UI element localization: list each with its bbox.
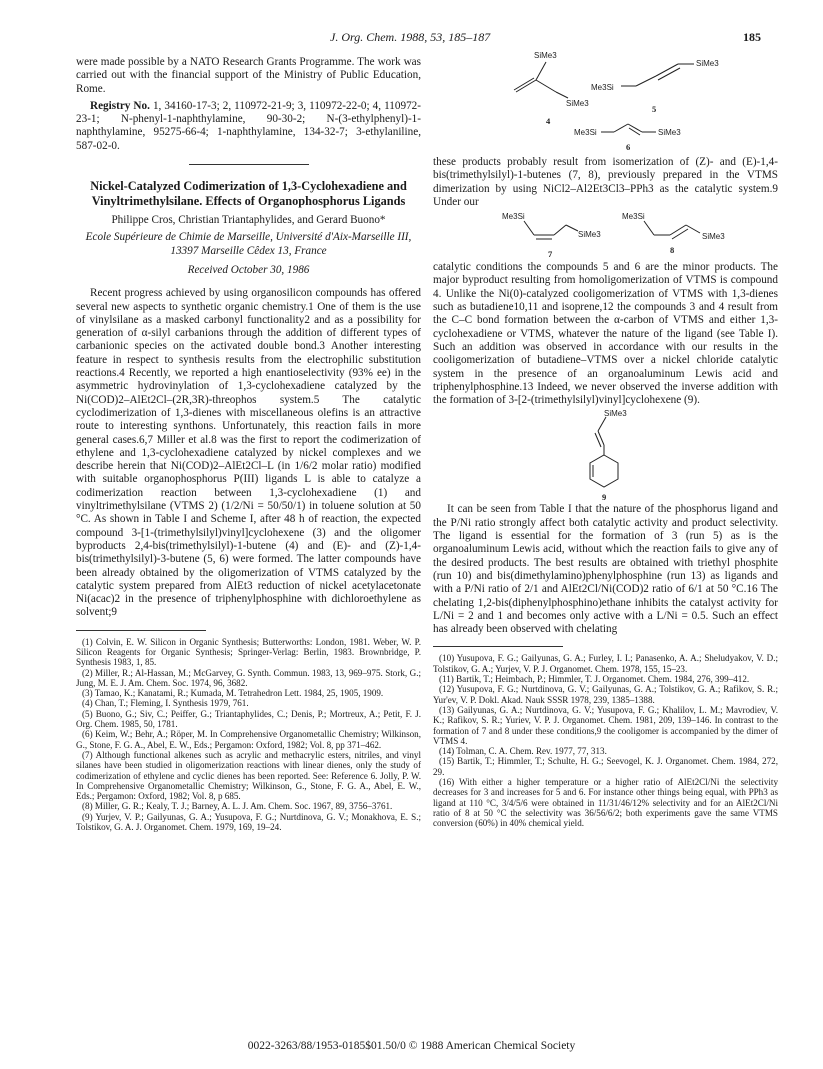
label-sime3: SiMe3 [657, 128, 681, 137]
footnote: (1) Colvin, E. W. Silicon in Organic Synthesis; Butterworths: London, 1981. Weber, W. P. Silicon Reagents for Organic Synthesis; Springer-Verlag: Berlin, 1983. Brownbridge, P. Synthesis 1983, 1, 85. [76, 636, 421, 668]
footnote: (5) Buono, G.; Siv, C.; Peiffer, G.; Triantaphylides, C.; Denis, P.; Mortreux, A.; Petit, F. J. Org. Chem. 1985, 50, 1781. [76, 708, 421, 730]
page-number: 185 [743, 30, 761, 44]
footnote: (2) Miller, R.; Al-Hassan, M.; McGarvey, G. Synth. Commun. 1983, 13, 969–975. Stork, G.; Jung, M. E. J. Am. Chem. Soc. 1974, 96, 3682. [76, 667, 421, 688]
footnote: (15) Bartik, T.; Himmler, T.; Schulte, H. G.; Seevogel, K. J. Organomet. Chem. 1984, 272, 29. [433, 756, 778, 777]
label-me3si: Me3Si [501, 212, 525, 222]
label-sime3: SiMe3 [701, 232, 725, 242]
structures-7-8 [456, 209, 756, 261]
body-paragraph: It can be seen from Table I that the nature of the phosphorus ligand and the P/Ni ratio strongly affect both catalytic activity and product selectivity. The ligand is essential for the formation of 3 (run 5) as is the organoaluminum Lewis acid, without which the reaction fails to give any of the desired products. The best results are obtained with triethyl phosphite (run 10) and bis(dimethylamino)phenylphosphine (run 13) as ligands and with a P/Ni ratio of 2/1 and AlEt2Cl/Ni(COD)2 ratio of 6/1 at 50 °C.16 The chelating 1,2-bis(diphenylphosphino)ethane inhibits the catalyst activity for L/Ni = 2 and 1 and becomes only active with a L/Ni = 0.5. Such an effect has already been observed with chelating [433, 503, 778, 636]
registry-label: Registry No. [90, 99, 150, 112]
compound-number: 6 [625, 142, 630, 152]
footnote: (7) Although functional alkenes such as acrylic and methacrylic esters, nitriles, and vinyl silanes have been studied in oligomerization reactions with linear dienes, only the study of codimerization of ethylene and cyclic dienes has been reported. See: Reference 6. Jolly, P. W. In Comprehensive Organometallic Chemistry; Wilkinson, G., Stone, F. G. A., Abel, E. W., Eds.; Pergamon: Oxford, 1982; Vol. 8, p 685. [76, 749, 421, 802]
label-me3si: Me3Si [621, 212, 645, 222]
label-sime3: SiMe3 [695, 59, 719, 68]
label-sime3: SiMe3 [603, 409, 627, 419]
footnote-separator [433, 646, 563, 647]
article-title: Nickel-Catalyzed Codimerization of 1,3-Cyclohexadiene and Vinyltrimethylsilane. Effects of Organophosphorus Ligands [90, 179, 407, 208]
left-column [76, 56, 421, 832]
footnotes-left [76, 637, 421, 833]
body-paragraph: Recent progress achieved by using organosilicon compounds has offered several new aspects to synthetic organic chemistry.1 One of them is the use of vinylsilane as a masked carbonyl functionality2 and as a possibility for generation of α-silyl carbanions through the addition of different types of carbanionic species on the activated double bond.3 Another interesting feature in respect to synthesis results from the electrophilic substitution reactions.4 Recently, we reported a high enantioselectivity (93% ee) in the asymmetric hydrovinylation of 1,3-cyclohexadiene catalyzed by the Ni(COD)2–AlEt2Cl–(2R,3R)-threophos system.5 The catalytic cyclodimerization of 1,3-dienes with miscellaneous olefins is an attractive route to interesting synthons. Unfortunately, this reaction fails in more general cases.6,7 Miller et al.8 was the first to report the codimerization of ethylene and 1,3-cyclohexadiene catalyzed by nickel complexes and we describe herein that Ni(COD)2–AlEt2Cl–L (in 1/6/2 molar ratio) modified with suitable organophosphorus P(III) ligands L is able to catalyze a codimerization reaction between 1,3-cyclohexadiene (1) and vinyltrimethylsilane (VTMS 2) (1/2/Ni = 50/50/1) in toluene solution at 50 °C. As shown in Table I and Scheme I, after 48 h of reaction, the expected compound 3-[1-(trimethylsilyl)vinyl]cyclohexene (3) and the oligomer byproducts 2,4-bis(trimethylsilyl)-1-butene (4) and (E)- and (Z)-1,4-bis(trimethylsilyl)-3-butene (5, 6) were formed. The latter compounds have been already obtained by the oligomerization of VTMS catalyzed by the catalytic system prepared from AlEt3 reduction of nickel acetylacetonate Ni(acac)2 in the presence of triphenylphosphine with dichloroethylene as solvent;9 [76, 287, 421, 619]
body-paragraph: catalytic conditions the compounds 5 and 6 are the minor products. The major byproduct resulting from homoligomerization of VTMS is compound 4. Unlike the Ni(0)-catalyzed cooligomerization of VTMS with 1,3-dienes such as butadiene10,11 and isoprene,12 the compounds 3 and 4 result from the C–C bond formation between the α-carbon of VTMS and either 1,3-cyclohexadiene or VTMS, whatever the nature of the ligand (see Table I). Such an addition was observed in accordance with our results in the cooligomerization of butadiene–VTMS over a nickel chloride catalytic system in the presence of an organoaluminum Lewis acid and triphenylphosphine.13 Indeed, we never observed the inverse addition with the formation of 3-[2-(trimethylsilyl)vinyl]cyclohexene (9). [433, 261, 778, 407]
copyright-footer: 0022-3263/88/1953-0185$01.50/0 © 1988 American Chemical Society [247, 1040, 576, 1052]
registry-text: 1, 34160-17-3; 2, 110972-21-9; 3, 110972-22-0; 4, 110972-23-1; N-phenyl-1-naphthylamine, 90-30-2; N-(3-ethylphenyl)-1-naphthylamine, 95275-66-4; 1-naphthylamine, 134-32-7; 3-ethylaniline, 587-02-0. [76, 99, 421, 152]
label-me3si: Me3Si [573, 128, 597, 137]
compound-number: 7 [547, 249, 552, 260]
journal-citation: J. Org. Chem. 1988, 53, 185–187 [330, 30, 491, 44]
footnote: (6) Keim, W.; Behr, A.; Röper, M. In Comprehensive Organometallic Chemistry; Wilkinson, G., Stone, F. G. A., Abel, E. W., Eds.; Pergamon: Oxford, 1982; Vol. 8, pp 371–462. [76, 729, 421, 750]
footnotes-right [433, 653, 778, 828]
footnote: (16) With either a higher temperature or a higher ratio of AlEt2Cl/Ni the selectivity decreases for 3 and increases for 5 and 6. For instance other things being equal, with PPh3 as ligand at 110 °C, 3/4/5/6 were obtained in 11/31/46/12% selectivity and for an AlEt2Cl/Ni ratio of 8 at 50 °C the selectivity was 36/56/6/2; both experiments gave the same VTMS conversion (60%) in 40% chemical yield. [433, 776, 778, 829]
label-sime3: SiMe3 [533, 51, 557, 60]
article-authors: Philippe Cros, Christian Triantaphylides, and Gerard Buono* [111, 214, 386, 227]
article-affiliation: Ecole Supérieure de Chimie de Marseille, Université d'Aix-Marseille III, 13397 Marseille Cêdex 13, France [85, 231, 412, 257]
section-divider [189, 164, 309, 165]
compound-number: 9 [601, 492, 606, 503]
received-date: Received October 30, 1986 [187, 263, 310, 276]
footnote: (11) Bartik, T.; Heimbach, P.; Himmler, T. J. Organomet. Chem. 1984, 276, 399–412. [439, 674, 750, 685]
label-me3si: Me3Si [590, 83, 614, 92]
label-sime3: SiMe3 [565, 99, 589, 108]
footnote: (3) Tamao, K.; Kanatami, R.; Kumada, M. Tetrahedron Lett. 1984, 25, 1905, 1909. [82, 688, 384, 699]
compound-number: 5 [651, 104, 656, 114]
footnote: (13) Gailyunas, G. A.; Nurtdinova, G. V.; Yusupova, F. G.; Khalilov, L. M.; Mavrodiev, V. K.; Rafikov, S. R.; Yuriev, V. P. J. Organomet. Chem. 1981, 209, 139–146. In contrast to the formation of 7 and 8 under these conditions,9 the cooligomer is accompanied by the dimer of VTMS 4. [433, 704, 778, 746]
registry-numbers [76, 100, 421, 153]
footnote: (8) Miller, G. R.; Kealy, T. J.; Barney, A. L. J. Am. Chem. Soc. 1967, 89, 3756–3761. [82, 801, 393, 812]
label-sime3: SiMe3 [577, 230, 601, 240]
right-column [433, 46, 778, 828]
footnote-separator [76, 630, 206, 631]
footnote: (12) Yusupova, F. G.; Nurtdinova, G. V.; Gailyunas, G. A.; Tolstikov, G. A.; Rafikov, S. R.; Yur'ev, V. P. Dokl. Akad. Nauk SSSR 1978, 239, 1385–1388. [433, 684, 778, 705]
footnote: (9) Yurjev, V. P.; Gailyunas, G. A.; Yusupova, F. G.; Nurtdinova, G. V.; Monakhova, E. S.; Tolstikov, G. A. J. Organomet. Chem. 1979, 169, 19–24. [76, 811, 421, 833]
body-paragraph: these products probably result from isomerization of (Z)- and (E)-1,4-bis(trimethylsilyl)-1-butenes (7, 8), previously prepared in the VTMS dimerization by using NiCl2–Al2Et3Cl3–PPh3 as the catalytic system.9 Under our [433, 156, 778, 208]
footnote: (4) Chan, T.; Fleming, I. Synthesis 1979, 761. [82, 698, 249, 709]
structures-4-5-6 [456, 46, 756, 156]
footnote: (14) Tolman, C. A. Chem. Rev. 1977, 77, 313. [439, 746, 607, 757]
structure-9 [546, 407, 666, 503]
acknowledgment: were made possible by a NATO Research Grants Programme. The work was carried out with the financial support of the Ministry of Public Education, Rome. [76, 56, 421, 95]
footnote: (10) Yusupova, F. G.; Gailyunas, G. A.; Furley, I. I.; Panasenko, A. A.; Sheludyakov, V. D.; Tolstikov, G. A.; Yurjev, V. P. J. Organomet. Chem. 1978, 155, 15–23. [433, 653, 778, 674]
compound-number: 8 [669, 245, 674, 256]
compound-number: 4 [545, 116, 550, 126]
